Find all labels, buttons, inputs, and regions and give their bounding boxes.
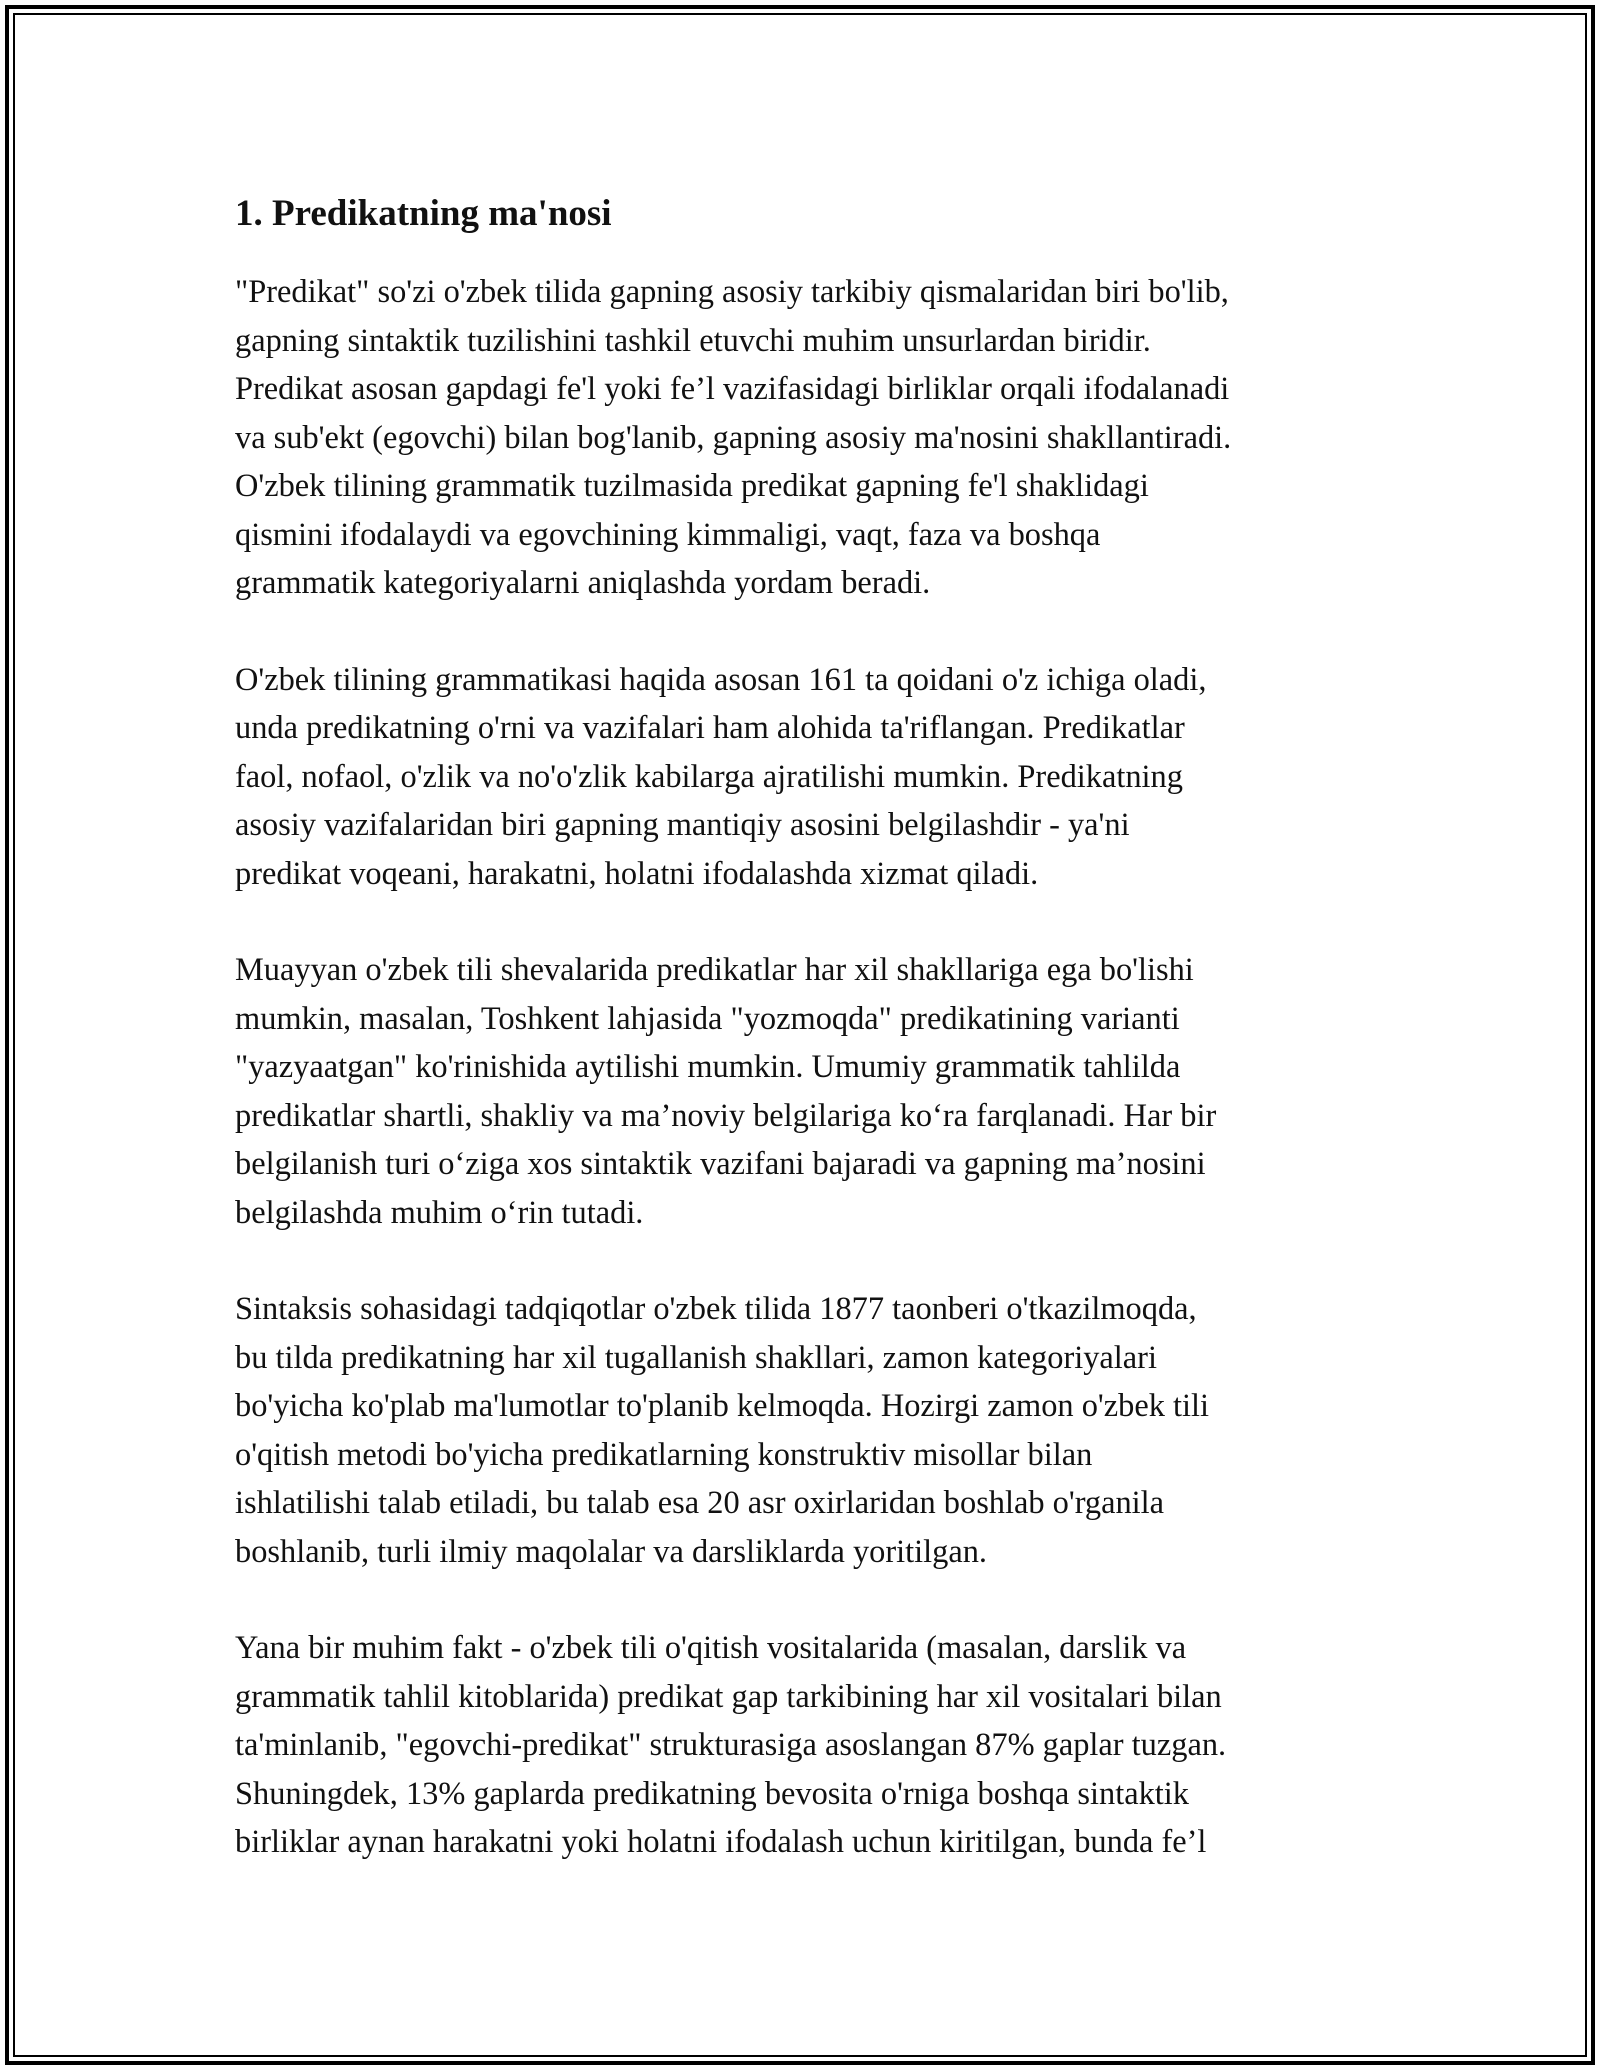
text-line: bo'yicha ko'plab ma'lumotlar to'planib kelmoqda. Hozirgi zamon o'zbek tili xyxy=(235,1388,1209,1424)
text-line: asosiy vazifalaridan biri gapning mantiqiy asosini belgilashdir - ya'ni xyxy=(235,807,1130,843)
text-line: o'qitish metodi bo'yicha predikatlarning konstruktiv misollar bilan xyxy=(235,1436,1093,1473)
text-line: va sub'ekt (egovchi) bilan bog'lanib, gapning asosiy ma'nosini shakllantiradi. xyxy=(235,419,1232,456)
text-line: belgilanish turi o‘ziga xos sintaktik vazifani bajaradi va gapning ma’nosini xyxy=(235,1146,1206,1182)
text-line: qismini ifodalaydi va egovchining kimmaligi, vaqt, faza va boshqa xyxy=(235,516,1101,553)
paragraph-3 xyxy=(235,946,1375,1237)
text-line: ta'minlanib, "egovchi-predikat" strukturasiga asoslangan 87% gaplar tuzgan. xyxy=(235,1727,1227,1763)
text-line: ishlatilishi talab etiladi, bu talab esa 20 asr oxirlaridan boshlab o'rganila xyxy=(235,1485,1165,1521)
text-line: Sintaksis sohasidagi tadqiqotlar o'zbek tilida 1877 taonberi o'tkazilmoqda, xyxy=(235,1291,1197,1327)
text-line: belgilashda muhim o‘rin tutadi. xyxy=(235,1194,644,1231)
text-line: O'zbek tilining grammatik tuzilmasida predikat gapning fe'l shaklidagi xyxy=(235,468,1149,504)
text-line: mumkin, masalan, Toshkent lahjasida "yozmoqda" predikatining varianti xyxy=(235,1000,1180,1037)
text-line: predikatlar shartli, shakliy va ma’noviy belgilariga ko‘ra farqlanadi. Har bir xyxy=(235,1097,1217,1134)
text-line: boshlanib, turli ilmiy maqolalar va darsliklarda yoritilgan. xyxy=(235,1533,988,1570)
text-line: "yazyaatgan" ko'rinishida aytilishi mumkin. Umumiy grammatik tahlilda xyxy=(235,1049,1181,1085)
text-line: O'zbek tilining grammatikasi haqida asosan 161 ta qoidani o'z ichiga oladi, xyxy=(235,661,1207,698)
paragraph-2 xyxy=(235,656,1375,899)
text-line: birliklar aynan harakatni yoki holatni ifodalash uchun kiritilgan, bunda fe’l xyxy=(235,1824,1207,1860)
text-line: "Predikat" so'zi o'zbek tilida gapning asosiy tarkibiy qismalaridan biri bo'lib, xyxy=(235,274,1229,310)
text-line: Muayyan o'zbek tili shevalarida predikatlar har xil shakllariga ega bo'lishi xyxy=(235,952,1194,988)
text-line: bu tilda predikatning har xil tugallanish shakllari, zamon kategoriyalari xyxy=(235,1339,1157,1376)
text-line: Yana bir muhim fakt - o'zbek tili o'qitish vositalarida (masalan, darslik va xyxy=(235,1630,1187,1666)
section-heading: 1. Predikatning ma'nosi xyxy=(235,193,612,234)
text-line: unda predikatning o'rni va vazifalari ham alohida ta'riflangan. Predikatlar xyxy=(235,710,1185,746)
text-line: predikat voqeani, harakatni, holatni ifodalashda xizmat qiladi. xyxy=(235,855,1039,892)
text-line: faol, nofaol, o'zlik va no'o'zlik kabilarga ajratilishi mumkin. Predikatning xyxy=(235,758,1183,795)
paragraph-1 xyxy=(235,268,1375,608)
paragraph-4 xyxy=(235,1285,1375,1576)
document-body xyxy=(235,188,1375,1867)
text-line: gapning sintaktik tuzilishini tashkil etuvchi muhim unsurlardan biridir. xyxy=(235,322,1151,359)
text-line: grammatik kategoriyalarni aniqlashda yordam beradi. xyxy=(235,565,931,601)
text-line: Shuningdek, 13% gaplarda predikatning bevosita o'rniga boshqa sintaktik xyxy=(235,1775,1189,1812)
text-line: grammatik tahlil kitoblarida) predikat gap tarkibining har xil vositalari bilan xyxy=(235,1678,1222,1715)
paragraph-5 xyxy=(235,1624,1375,1867)
text-line: Predikat asosan gapdagi fe'l yoki fe’l vazifasidagi birliklar orqali ifodalanadi xyxy=(235,371,1230,407)
